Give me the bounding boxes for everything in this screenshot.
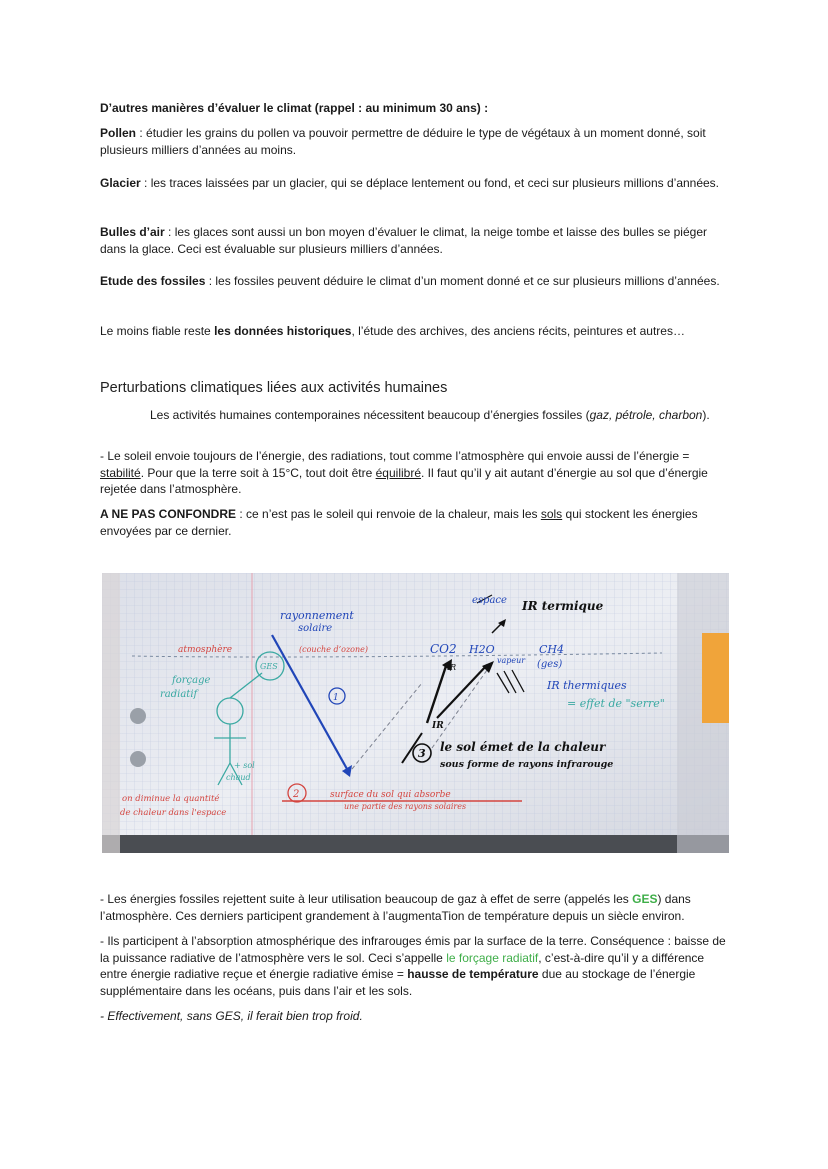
diagram-atmosphere: atmosphère [178, 645, 233, 655]
diagram-ges-paren: (ges) [537, 659, 563, 670]
text-forcage-radiatif: le forçage radiatif [446, 950, 539, 965]
greenhouse-diagram-photo [102, 573, 729, 853]
diagram-ges-circle: GES [260, 662, 278, 671]
paragraph-intro [100, 407, 730, 424]
text-confondre-b: qui stockent les énergies envoyées par ce dernier. [100, 507, 698, 538]
diagram-solaire: solaire [298, 623, 333, 634]
term-bulles: Bulles d’air [100, 225, 165, 239]
text-abs-b: , c’est-à-dire qu’il y a différence entre énergie radiative reçue et énergie radiative émise = [100, 950, 705, 981]
paragraph-bulles [100, 224, 730, 257]
text-pollen: : étudier les grains du pollen va pouvoir permettre de déduire le type de végétaux à un moment donné, soit plusieurs milliers d’années au moins. [100, 126, 706, 157]
text-ges-a: - Les énergies fossiles rejettent suite à leur utilisation beaucoup de gaz à effet de serre (appelés les [100, 892, 633, 906]
paragraph-soleil [100, 448, 730, 498]
paragraph-pollen [100, 125, 730, 158]
text-intro-end: ). [702, 408, 710, 422]
diagram-num2: 2 [293, 789, 300, 800]
diagram-co2: CO2 [430, 642, 457, 656]
diagram-plus-sol: + sol [234, 761, 255, 770]
text-bulles: : les glaces sont aussi un bon moyen d’évaluer le climat, la neige tombe et laisse des bulles se piéger dans la glace. Ceci est évaluable sur plusieurs milliers d’années. [100, 225, 707, 256]
text-fossiles: : les fossiles peuvent déduire le climat d’un moment donné et ce sur plusieurs millions d’années. [205, 274, 720, 288]
diagram-forcage: forçage [172, 675, 211, 686]
text-ges-green: GES [632, 892, 658, 906]
diagram-sous-forme: sous forme de rayons infrarouge [440, 759, 614, 770]
diagram-ir-thermiques: IR thermiques [547, 679, 627, 692]
diagram-diminue1: on diminue la quantité [122, 794, 220, 804]
diagram-effet-serre: = effet de "serre" [567, 697, 665, 710]
binder-hole-icon [130, 751, 146, 767]
paragraph-ges [100, 891, 730, 924]
text-soleil-c: . Il faut qu’il y ait autant d’énergie au sol que d’énergie rejetée dans l’atmosphère. [100, 465, 708, 496]
paragraph-absorption [100, 933, 730, 999]
text-abs-c: due au stockage de l’énergie supplémentaire dans les océans, puis dans l’air et les sols. [100, 967, 696, 998]
diagram-ch4: CH4 [539, 643, 565, 656]
text-stabilite: stabilité [100, 465, 141, 480]
diagram-surface1: surface du sol qui absorbe [330, 790, 451, 800]
diagram-surface2: une partie des rayons solaires [344, 802, 467, 811]
diagram-ir-bold: IR [432, 721, 444, 731]
section-title-climat: D’autres manières d’évaluer le climat (rappel : au minimum 30 ans) : [100, 101, 489, 115]
text-historique-a: Le moins fiable reste [100, 324, 215, 338]
diagram-couche-ozone: (couche d’ozone) [299, 645, 368, 654]
diagram-h2o: H2O [469, 643, 495, 656]
paragraph-confondre [100, 506, 730, 539]
diagram-radiatif: radiatif [160, 689, 198, 700]
paragraph-fossiles [100, 273, 730, 290]
text-historique-b: , l’étude des archives, des anciens récits, peintures et autres… [351, 324, 685, 338]
text-intro-italic: gaz, pétrole, charbon [589, 408, 703, 422]
text-equilibre: équilibré [375, 465, 421, 480]
term-pollen: Pollen [100, 126, 137, 140]
binder-hole-icon [130, 708, 146, 724]
diagram-sol-emet: le sol émet de la chaleur [440, 740, 606, 754]
text-ges-b: ) dans l’atmosphère. Ces derniers participent grandement à l’augmentaTion de température depuis un siècle environ. [100, 892, 691, 923]
text-intro: Les activités humaines contemporaines nécessitent beaucoup d’énergies fossiles ( [150, 408, 590, 422]
diagram-chaud: chaud [226, 773, 251, 782]
term-fossiles: Etude des fossiles [100, 274, 206, 288]
text-confondre-bold: A NE PAS CONFONDRE [100, 507, 237, 521]
text-soleil-a: - Le soleil envoie toujours de l’énergie, des radiations, tout comme l’atmosphère qui envoie aussi de l’énergie = [100, 449, 690, 463]
diagram-num1: 1 [333, 693, 339, 703]
text-confondre-a: : ce n’est pas le soleil qui renvoie de la chaleur, mais les [236, 507, 541, 521]
text-soleil-b: . Pour que la terre soit à 15°C, tout doit être [140, 465, 376, 480]
paragraph-froid: - Effectivement, sans GES, il ferait bien trop froid. [100, 1009, 363, 1023]
diagram-vapeur: vapeur [497, 656, 526, 665]
diagram-ir-thermique: IR termique [522, 599, 604, 613]
text-sols: sols [540, 507, 563, 521]
diagram-rayonnement: rayonnement [280, 609, 354, 622]
diagram-diminue2: de chaleur dans l'espace [120, 808, 227, 818]
diagram-ir-small: IR [447, 663, 457, 672]
paragraph-glacier [100, 175, 730, 192]
text-hausse-temperature: hausse de température [407, 967, 539, 981]
term-historique: les données historiques [214, 324, 352, 338]
paragraph-historique [100, 323, 730, 340]
text-abs-a: - Ils participent à l’absorption atmosphérique des infrarouges émis par la surface de la terre. Conséquence : baisse de la puissance radiative de l’atmosphère vers le sol. Ceci s’appelle [100, 934, 726, 965]
section-title-perturbations: Perturbations climatiques liées aux activités humaines [100, 380, 448, 396]
text-glacier: : les traces laissées par un glacier, qui se déplace lentement ou fond, et ceci sur plusieurs millions d’années. [140, 176, 720, 190]
term-glacier: Glacier [100, 176, 141, 190]
diagram-espace: espace [472, 595, 507, 606]
diagram-num3: 3 [418, 747, 426, 760]
